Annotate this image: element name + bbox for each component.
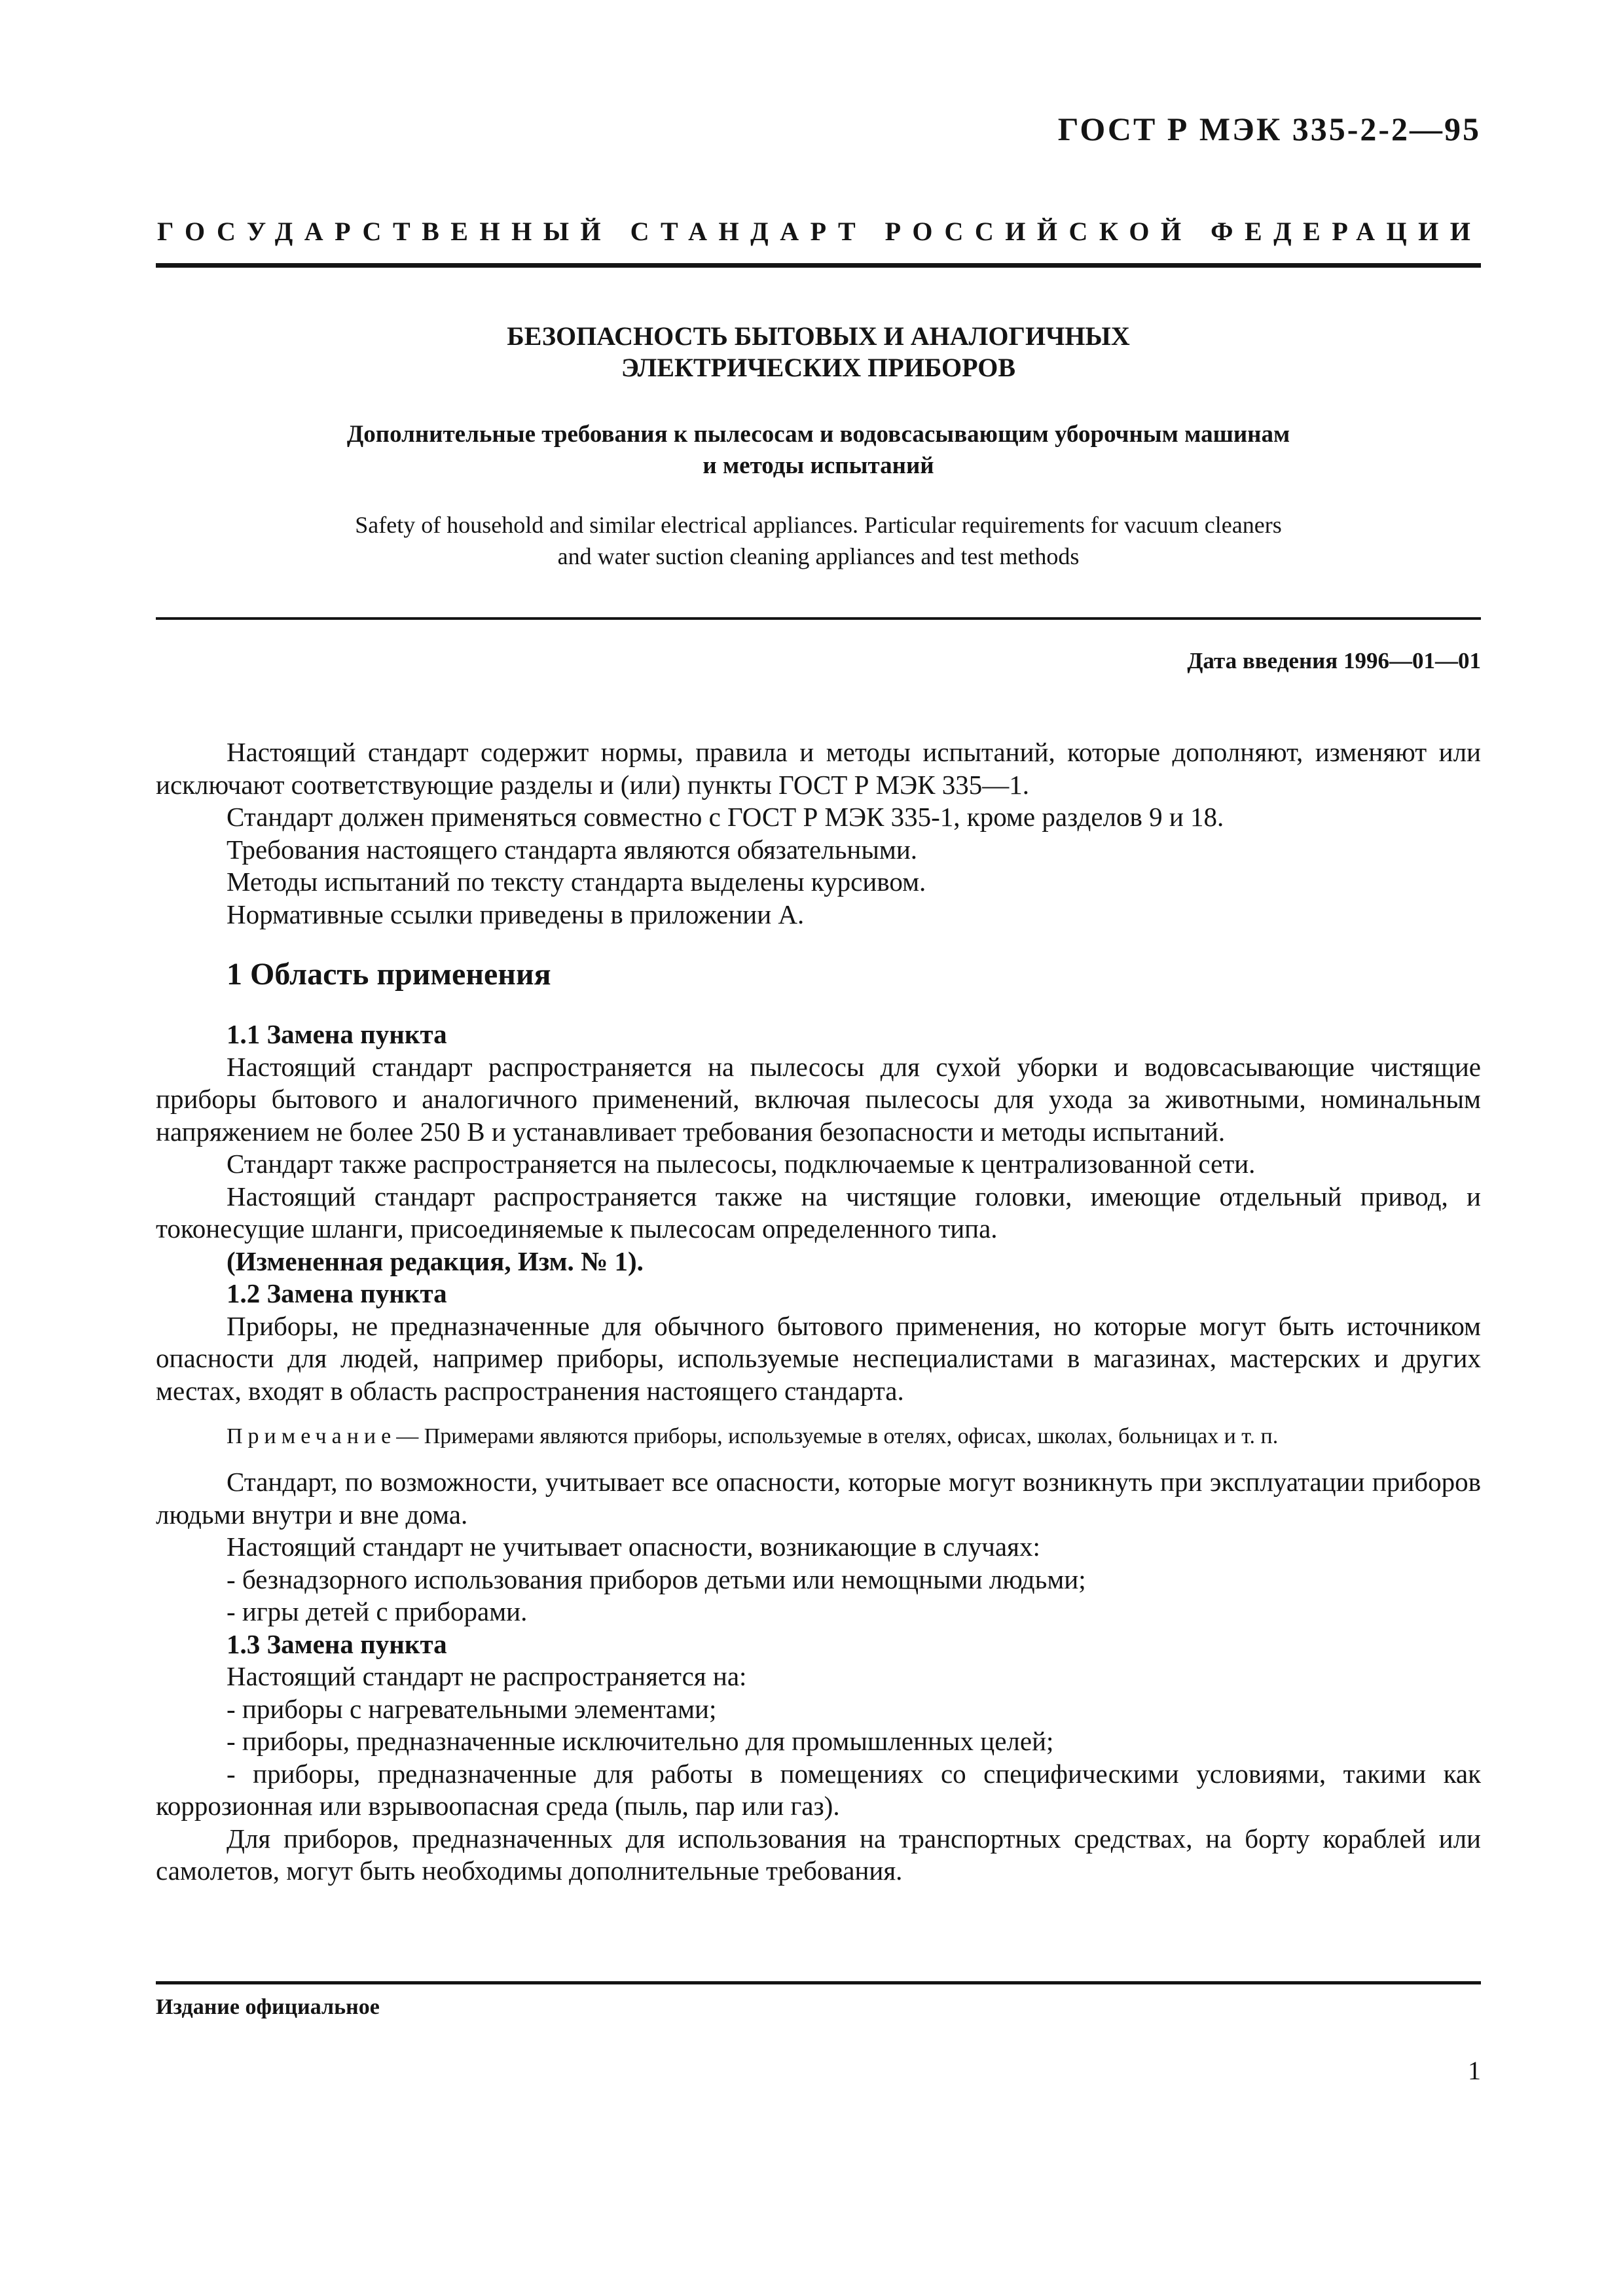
clause-paragraph: Стандарт, по возможности, учитывает все опасности, которые могут возникнуть при эксплуатации приборов людьми внутри и вне дома. <box>156 1467 1481 1530</box>
section-1-heading: 1 Область применения <box>227 957 551 992</box>
english-title-line-1: Safety of household and similar electrical appliances. Particular requirements for vacuum cleaners <box>355 512 1282 538</box>
title-line-2: ЭЛЕКТРИЧЕСКИХ ПРИБОРОВ <box>621 353 1016 382</box>
clause-1-2-title: 1.2 Замена пункта <box>227 1278 447 1308</box>
clause-paragraph: Для приборов, предназначенных для использования на транспортных средствах, на борту кораблей или самолетов, могут быть необходимы дополнительные требования. <box>156 1823 1481 1886</box>
intro-paragraph: Стандарт должен применяться совместно с ГОСТ Р МЭК 335-1, кроме разделов 9 и 18. <box>227 802 1224 832</box>
clause-paragraph: Приборы, не предназначенные для обычного бытового применения, но которые могут быть источником опасности для людей, например приборы, используемые неспециалистами в магазинах, мастерских и других местах, входят в область распространения настоящего стандарта. <box>156 1310 1481 1406</box>
footer-divider <box>156 1981 1481 1984</box>
list-item: - приборы, предназначенные исключительно для промышленных целей; <box>227 1726 1054 1756</box>
amendment-note: (Измененная редакция, Изм. № 1). <box>227 1246 644 1276</box>
list-item: - приборы, предназначенные для работы в помещениях со специфическими условиями, такими как коррозионная или взрывоопасная среда (пыль, пар или газ). <box>156 1758 1481 1821</box>
state-standard-heading: ГОСУДАРСТВЕННЫЙ СТАНДАРТ РОССИЙСКОЙ ФЕДЕРАЦИИ <box>157 217 1482 246</box>
intro-paragraph: Требования настоящего стандарта являются обязательными. <box>227 834 918 865</box>
subtitle-line-2: и методы испытаний <box>702 452 934 479</box>
clause-paragraph: Настоящий стандарт не учитывает опасности, возникающие в случаях: <box>227 1532 1040 1562</box>
official-edition-label: Издание официальное <box>156 1995 380 2019</box>
title-line-1: БЕЗОПАСНОСТЬ БЫТОВЫХ И АНАЛОГИЧНЫХ <box>507 321 1130 351</box>
intro-paragraph: Нормативные ссылки приведены в приложении А. <box>227 899 805 929</box>
note-text: — Примерами являются приборы, используемые в отелях, офисах, школах, больницах и т. п. <box>396 1424 1279 1448</box>
note-label: Примечание <box>227 1424 397 1448</box>
document-subtitle <box>156 419 1481 482</box>
intro-paragraph: Методы испытаний по тексту стандарта выделены курсивом. <box>227 867 926 897</box>
document-body <box>156 736 1481 1888</box>
document-title <box>156 321 1481 384</box>
list-item: - приборы с нагревательными элементами; <box>227 1693 717 1724</box>
list-item: - безнадзорного использования приборов детьми или немощными людьми; <box>227 1564 1086 1594</box>
clause-1-1-title: 1.1 Замена пункта <box>227 1019 447 1049</box>
note <box>156 1420 1481 1453</box>
document-number: ГОСТ Р МЭК 335-2-2—95 <box>1057 111 1481 147</box>
title-divider <box>156 617 1481 620</box>
clause-paragraph: Настоящий стандарт распространяется на пылесосы для сухой уборки и водовсасывающие чистящие приборы бытового и аналогичного применений, включая пылесосы для ухода за животными, номинальным напряжением не более 250 В и устанавливает требования безопасности и методы испытаний. <box>156 1051 1481 1147</box>
top-divider <box>156 263 1481 268</box>
intro-paragraph: Настоящий стандарт содержит нормы, правила и методы испытаний, которые дополняют, изменяют или исключают соответствующие разделы и (или) пункты ГОСТ Р МЭК 335—1. <box>156 737 1481 800</box>
subtitle-line-1: Дополнительные требования к пылесосам и водовсасывающим уборочным машинам <box>346 421 1290 448</box>
page-number: 1 <box>1468 2056 1481 2085</box>
english-title <box>156 509 1481 572</box>
clause-1-3-title: 1.3 Замена пункта <box>227 1628 447 1659</box>
english-title-line-2: and water suction cleaning appliances and test methods <box>557 543 1080 569</box>
introduction-date: Дата введения 1996—01—01 <box>1187 648 1481 673</box>
clause-paragraph: Настоящий стандарт распространяется также на чистящие головки, имеющие отдельный привод, и токонесущие шланги, присоединяемые к пылесосам определенного типа. <box>156 1181 1481 1244</box>
list-item: - игры детей с приборами. <box>227 1596 528 1626</box>
clause-paragraph: Настоящий стандарт не распространяется на: <box>227 1661 747 1691</box>
clause-paragraph: Стандарт также распространяется на пылесосы, подключаемые к централизованной сети. <box>227 1149 1256 1179</box>
